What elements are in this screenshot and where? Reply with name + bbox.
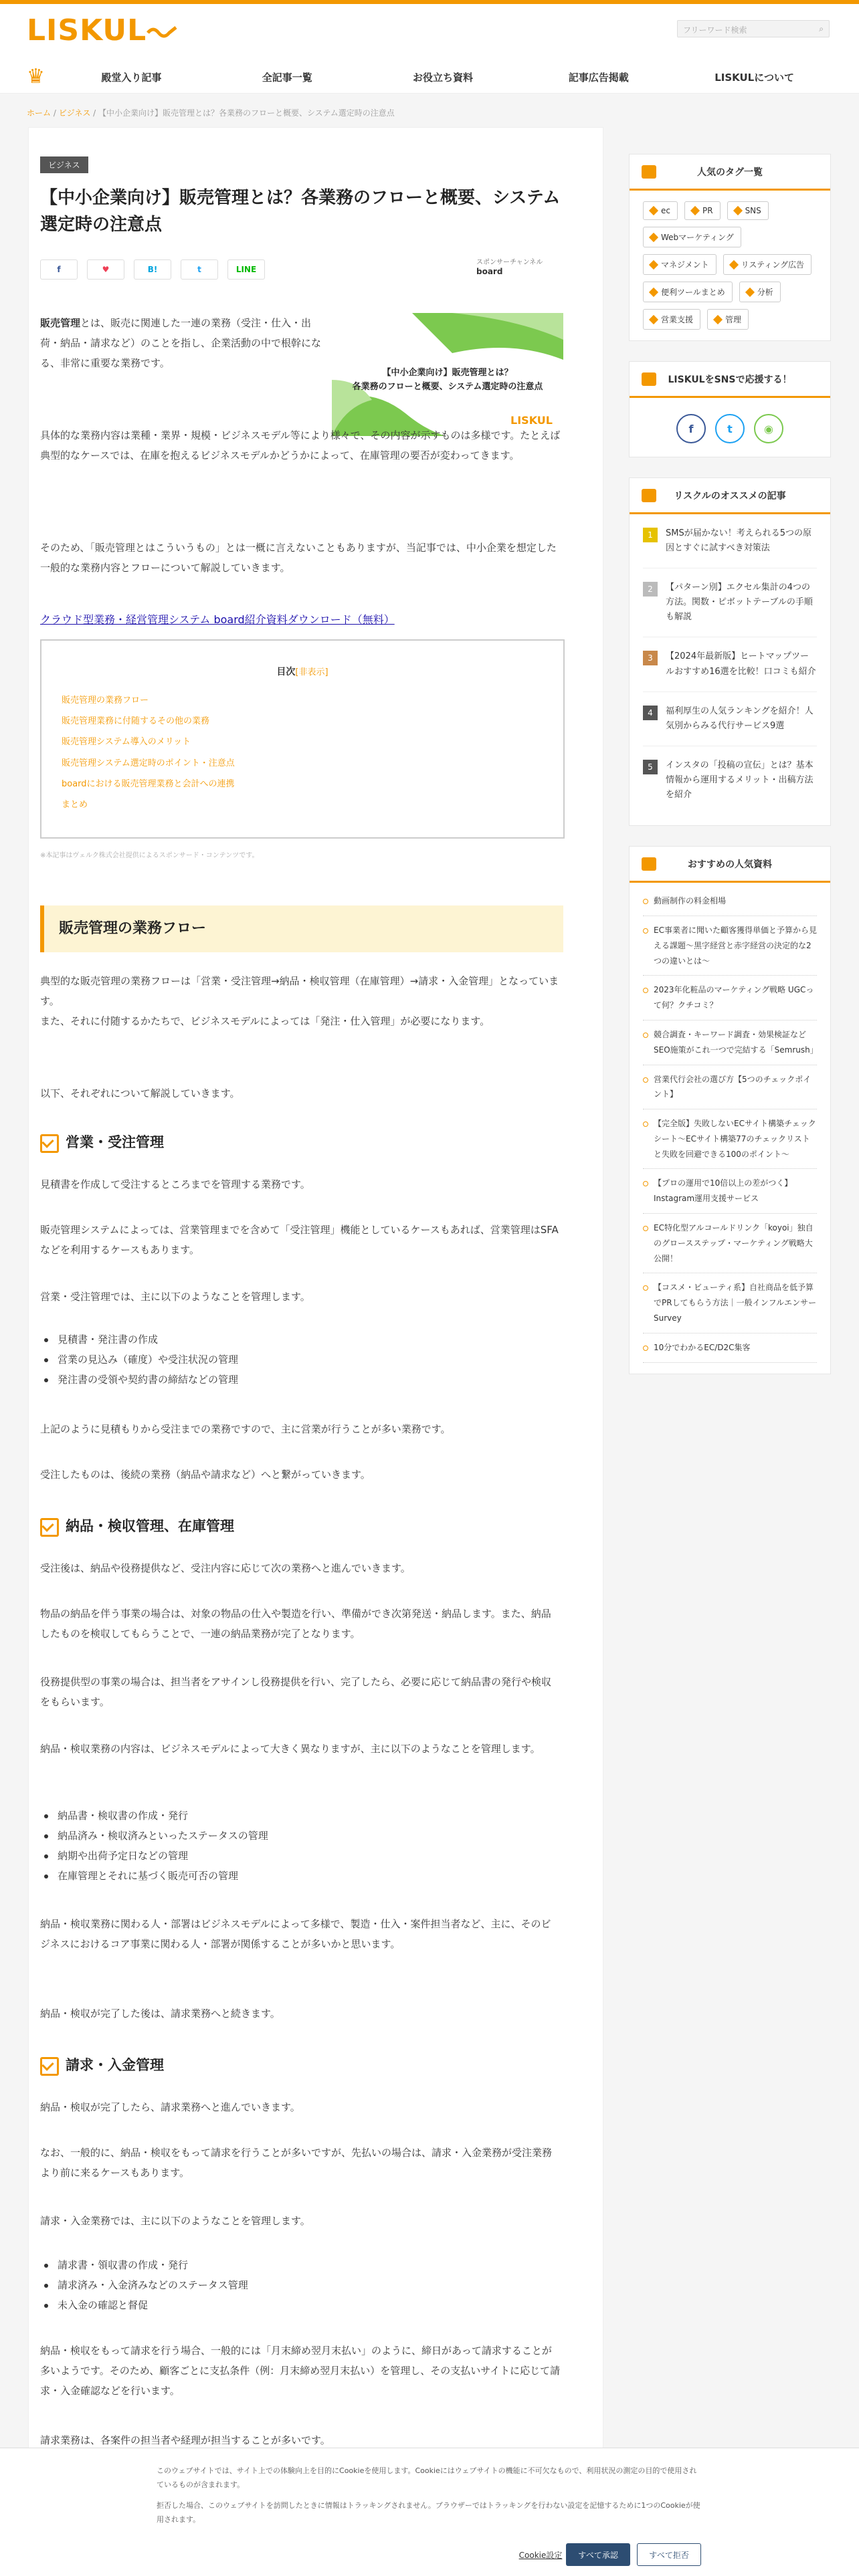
ranking-item[interactable]: 5 インスタの「投稿の宣伝」とは？基本情報から運用するメリット・出稿方法を紹介	[643, 746, 817, 815]
nav-item-about[interactable]: LISKULについて	[714, 71, 794, 84]
facebook-share-button[interactable]: f	[40, 259, 78, 280]
nav-item-all-articles[interactable]: 全記事一覧	[262, 71, 312, 84]
search-icon[interactable]: ⌕	[819, 24, 824, 33]
paragraph: 受注したものは、後続の業務（納品や請求など）へと繋がっていきます。	[40, 1469, 371, 1481]
resource-link[interactable]: EC特化型アルコールドリンク「koyoi」独自のグロースステップ・マーケティング戦略大公開！	[643, 1214, 817, 1273]
sponsor-channel[interactable]	[476, 258, 543, 278]
widget-title: おすすめの人気資料	[630, 847, 830, 883]
resource-link[interactable]: 2023年化粧品のマーケティング戦略 UGCって何？クチコミ？	[643, 976, 817, 1021]
sponsor-label: スポンサーチャンネル	[476, 259, 543, 266]
paragraph: 納品・検収業務の内容は、ビジネスモデルによって大きく異なりますが、主に以下のようなことを管理します。	[40, 1743, 541, 1755]
list-item: 未入金の確認と督促	[44, 2295, 561, 2315]
widget-title: リスクルのオススメの記事	[630, 478, 830, 514]
resource-link[interactable]: 10分でわかるEC/D2C集客	[643, 1333, 817, 1363]
reject-all-button[interactable]: すべて拒否	[637, 2543, 701, 2566]
paragraph: 見積書を作成して受注するところまでを管理する業務です。	[40, 1178, 310, 1190]
tag-link[interactable]: マネジメント	[643, 254, 717, 275]
paragraph: なお、一般的に、納品・検収をもって請求を行うことが多いですが、先払いの場合は、請求・入金業務が受注業務より前に来るケースもあります。	[40, 2147, 553, 2179]
download-link[interactable]: クラウド型業務・経営管理システム board紹介資料ダウンロード（無料）	[40, 613, 395, 626]
toc-toggle[interactable]: [非表示]	[295, 667, 328, 677]
ranking-item[interactable]: 1 SMSが届かない！考えられる5つの原因とすぐに試すべき対策法	[643, 514, 817, 568]
hatena-share-button[interactable]: B!	[134, 259, 171, 280]
widget-title: LISKULをSNSで応援する！	[630, 362, 830, 398]
tag-link[interactable]: 管理	[707, 309, 749, 330]
list-item: 在庫管理とそれに基づく販売可否の管理	[44, 1866, 561, 1886]
logo-wave-icon	[147, 25, 177, 39]
list-item: 営業の見込み（確度）や受注状況の管理	[44, 1350, 561, 1370]
share-buttons	[40, 259, 265, 280]
pocket-share-button[interactable]: ♥	[87, 259, 124, 280]
resource-link[interactable]: 【コスメ・ビューティ系】自社商品を低予算でPRしてもらう方法｜一般インフルエンサーSurvey	[643, 1273, 817, 1333]
resource-link[interactable]: 競合調査・キーワード調査・効果検証などSEO施策がこれ一つで完結する「Semrush」	[643, 1021, 817, 1065]
ranking-item[interactable]: 2 【パターン別】エクセル集計の4つの方法。関数・ピボットテーブルの手順も解説	[643, 568, 817, 637]
search-input[interactable]: フリーワード検索 ⌕	[677, 20, 830, 37]
intro-paragraph-3: そのため、「販売管理とはこういうもの」とは一概に言えないこともありますが、当記事では、中小企業を想定した一般的な業務内容とフローについて解説していきます。	[40, 542, 557, 574]
tag-link[interactable]: SNS	[727, 201, 769, 220]
accept-all-button[interactable]: すべて承認	[566, 2543, 630, 2566]
nav-item-ad-posting[interactable]: 記事広告掲載	[568, 71, 629, 84]
breadcrumb-category[interactable]: ビジネス	[58, 108, 91, 118]
tag-link[interactable]: 営業支援	[643, 309, 700, 330]
paragraph: 以下、それぞれについて解説していきます。	[40, 1087, 240, 1099]
subsection-heading: 請求・入金管理	[40, 2054, 164, 2074]
tag-link[interactable]: ec	[643, 201, 678, 220]
toc-item[interactable]: まとめ	[62, 799, 88, 810]
popular-resources-widget	[629, 846, 831, 1374]
nav-item-hall-of-fame[interactable]: 殿堂入り記事	[101, 71, 162, 84]
sns-widget	[629, 361, 831, 457]
tag-link[interactable]: Webマーケティング	[643, 227, 741, 247]
cookie-banner	[0, 2448, 859, 2576]
paragraph: 受注後は、納品や役務提供など、受注内容に応じて次の業務へと進んでいきます。	[40, 1562, 411, 1574]
breadcrumb: ホーム / ビジネス / 【中小企業向け】販売管理とは？各業務のフローと概要、システム選定時の注意点	[27, 108, 395, 118]
paragraph: 典型的な販売管理の業務フローは「営業・受注管理→納品・検収管理（在庫管理）→請求・入金管理」となっています。 また、それに付随するかたちで、ビジネスモデルによっては「発注・仕入管理」が必要になります。	[40, 975, 559, 1027]
nav-item-resources[interactable]: お役立ち資料	[412, 71, 473, 84]
paragraph: 納品・検収をもって請求を行う場合、一般的には「月末締め翌月末払い」のように、締日があって請求することが多いようです。そのため、顧客ごとに支払条件（例：月末締め翌月末払い）を管理し、その支払いサイトに応じて請求・入金確認などを行います。	[40, 2345, 561, 2397]
paragraph: 納品・検収業務に関わる人・部署はビジネスモデルによって多様で、製造・仕入・案件担当者など、主に、そのビジネスにおけるコア事業に関わる人・部署が関係することが多いかと思います。	[40, 1918, 551, 1950]
list-item: 発注書の受領や契約書の締結などの管理	[44, 1370, 561, 1390]
toc-item[interactable]: 販売管理の業務フロー	[62, 695, 149, 706]
article-title: 【中小企業向け】販売管理とは？各業務のフローと概要、システム選定時の注意点	[40, 188, 561, 235]
list-item: 納期や出荷予定日などの管理	[44, 1846, 561, 1866]
tag-link[interactable]: PR	[684, 201, 721, 220]
sponsor-name: board	[476, 267, 503, 276]
category-badge[interactable]: ビジネス	[40, 156, 88, 173]
sidebar	[629, 154, 831, 1394]
subsection-heading: 営業・受注管理	[40, 1132, 164, 1152]
facebook-icon[interactable]: f	[676, 414, 706, 443]
twitter-icon[interactable]: t	[715, 414, 745, 443]
paragraph: 役務提供型の事業の場合は、担当者をアサインし役務提供を行い、完了したら、必要に応じて納品書の発行や検収をもらいます。	[40, 1676, 551, 1708]
bullet-list	[40, 2255, 561, 2315]
line-share-button[interactable]: LINE	[227, 259, 265, 280]
tag-link[interactable]: 便利ツールまとめ	[643, 282, 733, 302]
rss-icon[interactable]: ◉	[754, 414, 783, 443]
toc-item[interactable]: boardにおける販売管理業務と会計への連携	[62, 778, 235, 789]
list-item: 納品済み・検収済みといったステータスの管理	[44, 1826, 561, 1846]
site-header	[0, 4, 859, 67]
resource-link[interactable]: 【完全版】失敗しないECサイト構築チェックシート〜ECサイト構築77のチェックリストと失敗を回避できる100のポイント〜	[643, 1109, 817, 1169]
site-logo[interactable]: LISKUL	[27, 13, 177, 47]
paragraph: 販売管理システムによっては、営業管理までを含めて「受注管理」機能としているケースもあれば、営業管理はSFAなどを利用するケースもあります。	[40, 1224, 559, 1256]
global-nav	[0, 60, 859, 94]
resource-link[interactable]: 動画制作の料金相場	[643, 887, 817, 916]
list-item: 納品書・検収書の作成・発行	[44, 1806, 561, 1826]
hero-image	[332, 313, 563, 436]
paragraph: 営業・受注管理では、主に以下のようなことを管理します。	[40, 1291, 310, 1303]
sponsor-note: ※本記事はヴェルク株式会社提供によるスポンサード・コンテンツです。	[40, 852, 259, 859]
widget-title: 人気のタグ一覧	[630, 154, 830, 191]
ranking-item[interactable]: 3 【2024年最新版】ヒートマップツールおすすめ16選を比較！口コミも紹介	[643, 637, 817, 691]
cookie-text: このウェブサイトでは、サイト上での体験向上を目的にCookieを使用します。Cookieにはウェブサイトの機能に不可欠なもので、利用状況の測定の目的で使用されているものが含まれます。 拒否した場合、このウェブサイトを訪問したときに情報はトラッキングされません。ブラウザーではトラッキングを行わない設定を記憶するために1つのCookieが使用されます。	[157, 2466, 700, 2524]
resource-link[interactable]: 【プロの運用で10倍以上の差がつく】Instagram運用支援サービス	[643, 1169, 817, 1214]
toc-title: 目次[非表示]	[276, 667, 328, 677]
paragraph: 納品・検収が完了したら、請求業務へと進んでいきます。	[40, 2101, 300, 2113]
tag-icon	[642, 165, 656, 179]
toc-item[interactable]: 販売管理システム導入のメリット	[62, 737, 191, 748]
paragraph: 納品・検収が完了した後は、請求業務へと続きます。	[40, 2008, 280, 2020]
ranking-item[interactable]: 4 福利厚生の人気ランキングを紹介！人気別からみる代行サービス9選	[643, 692, 817, 746]
breadcrumb-home[interactable]: ホーム	[27, 108, 52, 118]
subsection-heading: 納品・検収管理、在庫管理	[40, 1515, 234, 1535]
tags-widget	[629, 154, 831, 341]
tag-link[interactable]: 分析	[739, 282, 781, 302]
paragraph: 請求業務は、各案件の担当者や経理が担当することが多いです。	[40, 2434, 330, 2446]
table-of-contents	[40, 639, 565, 839]
document-icon	[642, 857, 656, 871]
resource-link[interactable]: 営業代行会社の選び方【5つのチェックポイント】	[643, 1065, 817, 1110]
toc-item[interactable]: 販売管理システム選定時のポイント・注意点	[62, 758, 235, 768]
hero-title: 【中小企業向け】販売管理とは？ 各業務のフローと概要、システム選定時の注意点	[352, 368, 543, 392]
toc-item[interactable]: 販売管理業務に付随するその他の業務	[62, 716, 210, 727]
paragraph: 物品の納品を伴う事業の場合は、対象の物品の仕入や製造を行い、準備ができ次第発送・納品します。また、納品したものを検収してもらうことで、一連の納品業務が完了となります。	[40, 1608, 551, 1640]
intro-paragraph-2: 具体的な業務内容は業種・業界・規模・ビジネスモデル等により様々で、その内容が示すものは多様です。たとえば典型的なケースでは、在庫を抱えるビジネスモデルかどうかによって、在庫管理の要否が変わってきます。	[40, 429, 561, 461]
tag-link[interactable]: リスティング広告	[723, 254, 812, 275]
breadcrumb-current: 【中小企業向け】販売管理とは？各業務のフローと概要、システム選定時の注意点	[98, 108, 395, 118]
list-item: 見積書・発注書の作成	[44, 1329, 561, 1350]
paragraph: 上記のように見積もりから受注までの業務ですので、主に営業が行うことが多い業務です。	[40, 1423, 451, 1435]
mail-icon	[642, 372, 656, 386]
crown-icon: ♛	[27, 65, 45, 88]
list-item: 請求書・領収書の作成・発行	[44, 2255, 561, 2275]
twitter-share-button[interactable]: t	[181, 259, 218, 280]
recommended-articles-widget	[629, 477, 831, 826]
bullet-list	[40, 1806, 561, 1886]
paragraph: 請求・入金業務では、主に以下のようなことを管理します。	[40, 2215, 310, 2227]
hero-logo: LISKUL	[510, 414, 553, 427]
intro-paragraph-1: 販売管理とは、販売に関連した一連の業務（受注・仕入・出荷・納品・請求など）のことを指し、企業活動の中で根幹になる、非常に重要な業務です。	[40, 317, 322, 369]
bullet-list	[40, 1329, 561, 1390]
list-item: 請求済み・入金済みなどのステータス管理	[44, 2275, 561, 2295]
section-heading: 販売管理の業務フロー	[40, 905, 563, 952]
resource-link[interactable]: EC事業者に聞いた顧客獲得単価と予算から見える課題〜黒字経営と赤字経営の決定的な2つの違いとは〜	[643, 916, 817, 976]
cookie-settings-button[interactable]: Cookie設定	[518, 2550, 563, 2560]
thumbs-up-icon	[642, 489, 656, 502]
